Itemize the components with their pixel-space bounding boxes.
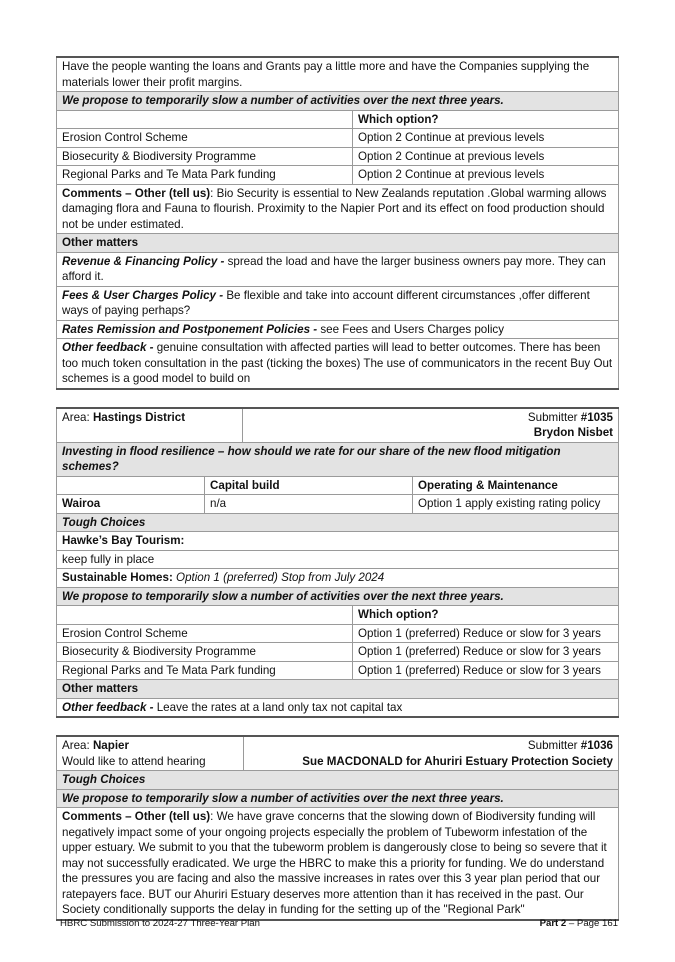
other-matters-header: Other matters bbox=[57, 234, 619, 253]
page-content bbox=[56, 56, 618, 921]
activity-row bbox=[57, 661, 619, 680]
activity-option: Option 1 (preferred) Reduce or slow for 3 years bbox=[353, 643, 619, 662]
activity-name: Erosion Control Scheme bbox=[57, 129, 353, 148]
flood-resilience-header: Investing in flood resilience – how should we rate for our share of the new flood mitigation schemes? bbox=[57, 442, 619, 476]
comments-label: Comments – Other (tell us) bbox=[62, 810, 211, 823]
hearing-text: Would like to attend hearing bbox=[62, 754, 206, 768]
slow-activities-header: We propose to temporarily slow a number of activities over the next three years. bbox=[57, 587, 619, 606]
activity-row bbox=[57, 166, 619, 185]
rates-policy-label: Rates Remission and Postponement Policies - bbox=[62, 322, 318, 336]
activity-name: Biosecurity & Biodiversity Programme bbox=[57, 147, 353, 166]
submitter-header-row bbox=[57, 408, 619, 443]
empty-header-cell bbox=[57, 476, 205, 495]
footer-page-label: – Page 161 bbox=[566, 918, 618, 929]
area-label: Area: bbox=[62, 410, 93, 424]
comments-cell bbox=[57, 184, 619, 234]
flood-columns-row bbox=[57, 476, 619, 495]
empty-header-cell bbox=[57, 606, 353, 625]
submitter-cell bbox=[244, 736, 619, 771]
tough-choices-header: Tough Choices bbox=[57, 771, 619, 790]
submitter-number: #1035 bbox=[580, 410, 614, 424]
fees-policy-cell bbox=[57, 286, 619, 320]
submitter-label: Submitter bbox=[527, 410, 581, 424]
area-cell bbox=[57, 408, 243, 443]
activity-option: Option 2 Continue at previous levels bbox=[353, 166, 619, 185]
other-feedback-text: genuine consultation with affected parties will lead to better outcomes. There has been too much token consultation in the past (ticking the boxes) The use of communicators in the recent Buy Out schemes is a good model to build on bbox=[62, 341, 613, 385]
rates-policy-row bbox=[57, 320, 619, 339]
slow-activities-header: We propose to temporarily slow a number of activities over the next three years. bbox=[57, 92, 619, 111]
activity-row bbox=[57, 147, 619, 166]
activity-name: Regional Parks and Te Mata Park funding bbox=[57, 166, 353, 185]
area-value: Napier bbox=[92, 739, 130, 752]
other-matters-row bbox=[57, 680, 619, 699]
tourism-label-row bbox=[57, 532, 619, 551]
footer-part-label: Part 2 bbox=[539, 918, 567, 929]
submitter-name: Brydon Nisbet bbox=[533, 426, 614, 439]
other-feedback-row bbox=[57, 698, 619, 717]
tourism-value-row bbox=[57, 550, 619, 569]
tough-choices-row bbox=[57, 513, 619, 532]
tourism-label: Hawke’s Bay Tourism: bbox=[57, 532, 619, 551]
slow-activities-header-row bbox=[57, 587, 619, 606]
block-spacer bbox=[56, 718, 618, 735]
other-feedback-row bbox=[57, 339, 619, 389]
activity-option: Option 1 (preferred) Reduce or slow for 3 years bbox=[353, 661, 619, 680]
other-feedback-text: Leave the rates at a land only tax not capital tax bbox=[153, 700, 403, 714]
other-matters-header: Other matters bbox=[57, 680, 619, 699]
rates-policy-text: see Fees and Users Charges policy bbox=[317, 322, 505, 336]
which-option-header-row bbox=[57, 110, 619, 129]
revenue-policy-text: spread the load and have the larger business owners pay more. They can afford it. bbox=[62, 254, 606, 283]
capital-build-header: Capital build bbox=[205, 476, 413, 495]
submitter-label: Submitter bbox=[527, 739, 581, 752]
submitter-number: #1036 bbox=[580, 739, 613, 752]
activity-row bbox=[57, 129, 619, 148]
flood-opex-value: Option 1 apply existing rating policy bbox=[413, 495, 619, 514]
comments-text: : Bio Security is essential to New Zealands reputation .Global warming allows damaging flora and Fauna to flourish. Proximity to the Napier Port and its effect on food production should not be under estimated. bbox=[62, 186, 607, 231]
slow-activities-header-row bbox=[57, 789, 619, 808]
flood-data-row bbox=[57, 495, 619, 514]
activity-row bbox=[57, 643, 619, 662]
homes-cell bbox=[57, 569, 619, 588]
tough-choices-header: Tough Choices bbox=[57, 513, 619, 532]
intro-row bbox=[57, 57, 619, 92]
submitter-cell bbox=[243, 408, 619, 443]
submission-block-2 bbox=[56, 407, 619, 719]
area-value: Hastings District bbox=[92, 410, 186, 424]
activity-name: Regional Parks and Te Mata Park funding bbox=[57, 661, 353, 680]
activity-option: Option 2 Continue at previous levels bbox=[353, 147, 619, 166]
activity-row bbox=[57, 624, 619, 643]
activity-option: Option 2 Continue at previous levels bbox=[353, 129, 619, 148]
footer-document-title: HBRC Submission to 2024-27 Three-Year Plan bbox=[60, 918, 260, 929]
revenue-policy-label: Revenue & Financing Policy - bbox=[62, 254, 225, 268]
which-option-header-row bbox=[57, 606, 619, 625]
flood-capital-value: n/a bbox=[205, 495, 413, 514]
fees-policy-row bbox=[57, 286, 619, 320]
area-label: Area: bbox=[62, 739, 93, 752]
which-option-header: Which option? bbox=[353, 606, 619, 625]
flood-area: Wairoa bbox=[57, 495, 205, 514]
activity-option: Option 1 (preferred) Reduce or slow for 3 years bbox=[353, 624, 619, 643]
fees-policy-label: Fees & User Charges Policy - bbox=[62, 288, 224, 302]
revenue-policy-row bbox=[57, 252, 619, 286]
rates-policy-cell bbox=[57, 320, 619, 339]
slow-activities-header-row bbox=[57, 92, 619, 111]
submitter-header-row bbox=[57, 736, 619, 771]
intro-text: Have the people wanting the loans and Grants pay a little more and have the Companies supplying the materials lower their profit margins. bbox=[57, 57, 619, 92]
submission-block-1 bbox=[56, 56, 619, 390]
flood-header-row bbox=[57, 442, 619, 476]
comments-label: Comments – Other (tell us) bbox=[62, 186, 211, 200]
other-feedback-label: Other feedback - bbox=[62, 700, 154, 714]
comments-row bbox=[57, 808, 619, 920]
block-spacer bbox=[56, 390, 618, 407]
fees-policy-text: Be flexible and take into account different circumstances ,offer different ways of paying perhaps? bbox=[62, 288, 590, 317]
footer-page-number bbox=[540, 916, 618, 932]
comments-row bbox=[57, 184, 619, 234]
operating-maintenance-header: Operating & Maintenance bbox=[413, 476, 619, 495]
homes-row bbox=[57, 569, 619, 588]
activity-name: Biosecurity & Biodiversity Programme bbox=[57, 643, 353, 662]
comments-cell bbox=[57, 808, 619, 920]
other-feedback-cell bbox=[57, 698, 619, 717]
tourism-value: keep fully in place bbox=[57, 550, 619, 569]
other-feedback-label: Other feedback - bbox=[62, 341, 154, 354]
which-option-header: Which option? bbox=[353, 110, 619, 129]
other-feedback-cell bbox=[57, 339, 619, 389]
activity-name: Erosion Control Scheme bbox=[57, 624, 353, 643]
homes-label: Sustainable Homes: bbox=[62, 571, 173, 584]
slow-activities-header: We propose to temporarily slow a number of activities over the next three years. bbox=[57, 789, 619, 808]
revenue-policy-cell bbox=[57, 252, 619, 286]
submission-block-3 bbox=[56, 735, 619, 921]
submitter-name: Sue MACDONALD for Ahuriri Estuary Protection Society bbox=[302, 754, 613, 768]
comments-text: : We have grave concerns that the slowing down of Biodiversity funding will negatively impact some of your ongoing projects especially the problem of Tubeworm infestation of the upper estuary. We submit to you that the tubeworm problem is dangerously close to being so severe that it may not successfully eradicated. We urge the HBRC to make this a priority for funding. We do understand the pressures you are facing and also the massive increases in rates over this 3 year plan period that our ratepayers face. BUT our Ahuriri Estuary deserves more attention than it has received in the past. Our Society conditionally supports the delay in funding for the setting up of the "Regional Park" bbox=[62, 810, 607, 916]
tough-choices-row bbox=[57, 771, 619, 790]
area-cell bbox=[57, 736, 244, 771]
empty-header-cell bbox=[57, 110, 353, 129]
other-matters-row bbox=[57, 234, 619, 253]
homes-value: Option 1 (preferred) Stop from July 2024 bbox=[172, 571, 385, 584]
